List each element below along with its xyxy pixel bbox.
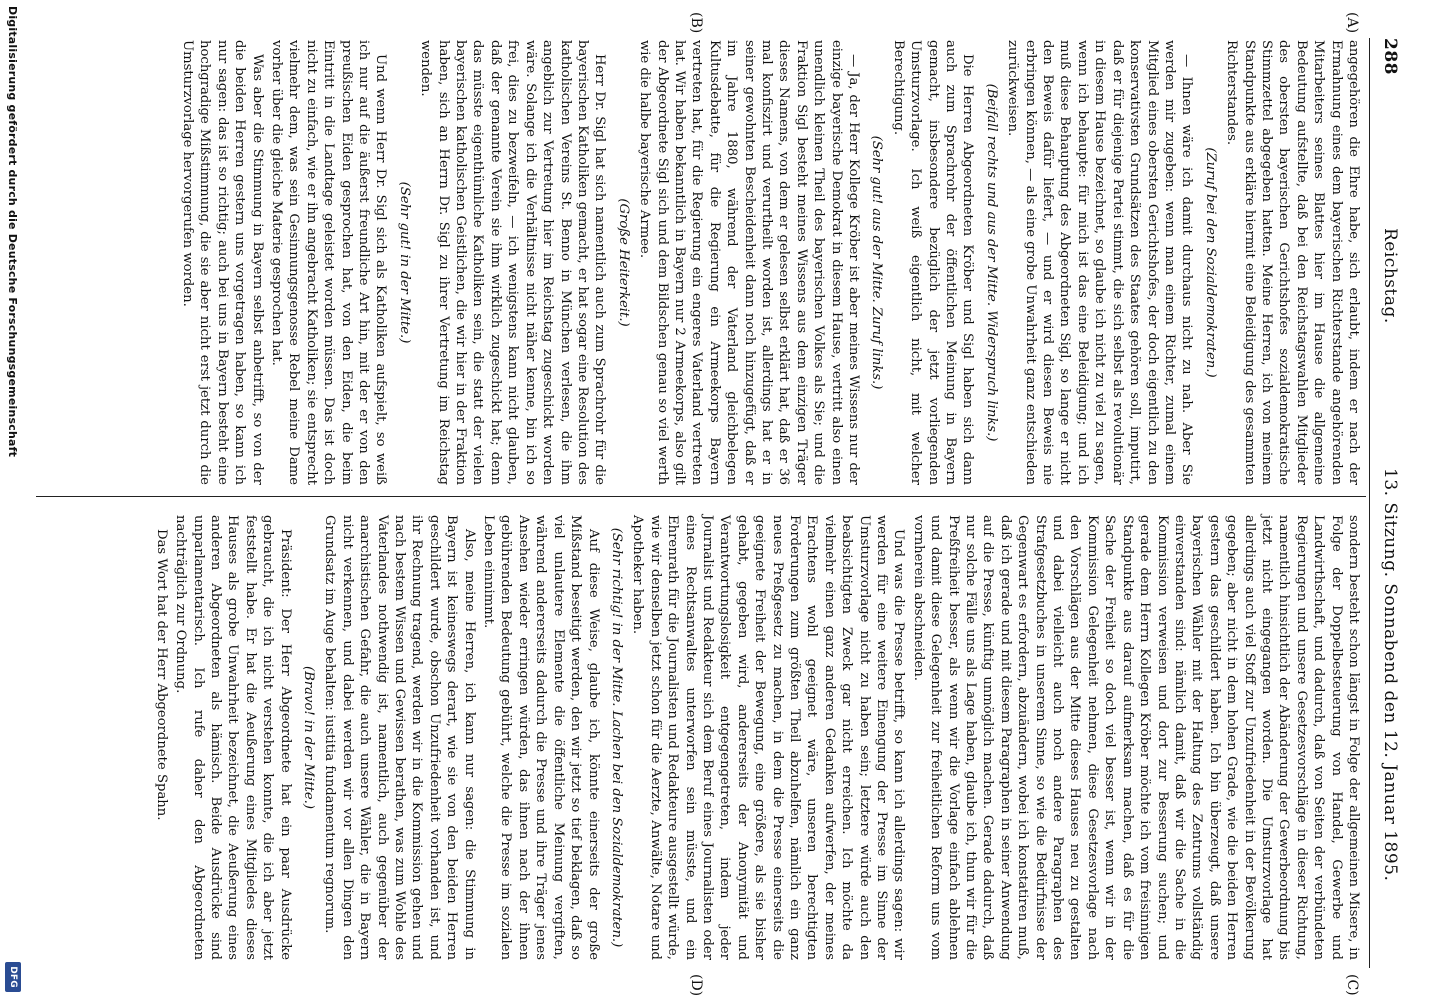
digitization-credit: Digitalisierung gefördert durch die Deutsche Forschungsgemeinschaft <box>6 6 19 458</box>
column-divider <box>36 496 1366 497</box>
paragraph: Also, meine Herren, ich kann nur sagen: die Stimmung in Bayern ist keineswegs derart, wie sie von den beiden Herren geschildert wurde, obschon Unzufriedenheit vorhanden ist, und ihr Rechnung tragend, werden wir in die Kommission gehen und nach bestem Wissen und Gewissen berathen, was zum Wohle des Vaterlandes nothwendig ist, namentlich, auch gegenüber der anarchistischen Gefahr, die auch unsere Wähler, die in Bayern nicht verkennen, und dabei werden wir vor allen Dingen den Grundsatz im Auge behalten: iustitia fundamentum regnorum. <box>322 515 477 960</box>
stage-direction: (Große Heiterkeit.) <box>615 198 631 327</box>
margin-marker-c: (C) <box>1344 974 1360 996</box>
page-number: 288 <box>1380 38 1400 75</box>
paragraph: angegehören die Ehre habe, sich erlaubt, indem er nach der Ermahnung eines dem bayerischen Richterstande angehörenden Mitarbeiters seines Blattes hier im Hause die allgemeine Bedeutung aufstellte, daß bei den Reichstagswahlen Mitglieder des obersten bayerischen Gerichtshofes sozialdemokratische Stimmzettel abgegeben hatten. Meine Herren, ich von meinem Standpunkte aus erkläre hiermit eine Beleidigung des gesammten Richterstandes. <box>1224 40 1361 485</box>
digitization-footer <box>0 0 22 1000</box>
paragraph: sondern besteht schon längst in Folge der allgemeinen Misere, in Folge der Doppelbesteuerung von Handel, Gewerbe und Landwirthschaft, und dadurch, daß von Seiten der verbündeten Regierungen und unsere Gesetzesvorschläge in dieser Richtung, namentlich hinsichtlich der Abänderung der Gewerbeordnung bis jetzt nicht eingegangen worden. Die Umsturzvorlage hat allerdings auch viel Stoff zur Unzufriedenheit in der Bevölkerung gegeben; aber nicht in dem hohen Grade, wie die beiden Herren gestern das geschildert haben. Ich bin überzeugt, daß unsere bayerischen Wähler mit der Haltung des Zentrums vollständig einverstanden sind: nämlich damit, daß wir die Sache in die Kommission verweisen und dort zur Besserung suchen; und gerade dem Herrn Kollegen Kröber möchte ich vom freisinnigen Standpunkte aus darauf aufmerksam machen, daß es für die Sache der Freiheit so doch viel besser ist, wenn wir in der Kommission Gelegenheit nehmen, diese Gesetzesvorlage nach den Vorschlägen aus der Mitte dieses Hauses neu zu gestalten und dabei vielleicht auch noch andere Paragraphen des Strafgesetzbuches in unserem Sinne, so wie die Bedürfnisse der Gegenwart es erfordern, abzuändern, wobei ich konstatiren muß, daß ich gerade und mit diesem Paragraphen in seiner Anwendung auf die Presse, künftig unmöglich machen. Gerade dadurch, daß nur solche Fälle uns als Lage haben, glaube ich, thun wir für die Preßfreiheit besser, als wenn wir die Vorlage einfach ablehnen und damit diese Gelegenheit zur freiheitlichen Reform uns vom vornherein abschneiden. <box>910 515 1361 960</box>
paragraph: Und was die Presse betrifft, so kann ich allerdings sagen: wir werden für eine weitere Einengung der Presse im Sinne der Umsturzvorlage nicht zu haben sein; letztere würde auch den beabsichtigten Zweck gar nicht erreichen. Ich möchte da vielmehr einen ganz anderen Gedanken aufwerfen, der meines Erachtens wohl geeignet wäre, unseren berechtigten Forderungen zum größten Theil abzuhelfen, nämlich ein ganz neues Preßgesetz zu machen, in dem die Presse einerseits die geeignete Freiheit der Bewegung, eine größere, als sie bisher gehabt, gegeben wird, andererseits der Anonymität und Verantwortungslosigkeit entgegengetreten, indem jeder Journalist und Redakteur sich dem Beruf eines Journalisten oder eines Rechtsanwaltes unterworfen sein müsste, und ein Ehrenrath für die Journalisten und Redakteure ausgestellt würde, wie wir denselben jetzt schon für die Aerzte, Anwälte, Notare und Apotheker haben. <box>630 515 907 960</box>
paragraph: Und wenn Herr Dr. Sigl sich als Katholiken aufspielt, so weiß ich nur auf die äußerst freundliche Art hin, mit der er von den preußischen Eiden gesprochen hat, von den Eiden, die beim Eintritt in die Landtage geleistet worden müssen. Das ist doch nicht zu einfach, wie er ihn angebracht Katholiken; sie entsprecht vielmehr dem, was sein Gesinnungsgenosse Rebel meine Dame vorher über die gleiche Materie gesprochen hat. <box>269 40 389 485</box>
paragraph: Die Herren Abgeordneten Kröber und Sigl haben sich dann auch zum Sprachrohr der öffentlichen Meinung in Bayern gemacht, insbesondere bezüglich der jetzt vorliegenden Umsturzvorlage. Ich weiß eigentlich nicht, mit welcher Berechtigung. <box>890 40 976 485</box>
header-rule <box>1369 38 1370 968</box>
header-title: Reichstag. <box>1380 228 1400 324</box>
stage-direction: (Sehr gut! in der Mitte.) <box>396 181 412 344</box>
paragraph: Auf diese Weise, glaube ich, könnte einerseits der große Mißstand beseitigt werden, den wir jetzt so tief beklagen, daß so viel unlautere Elemente die öffentliche Meinung vergiften, während andererseits dadurch die Presse und ihre Träger jenes Ansehen wieder erringen würden, das ihnen nach der ihnen gebührenden Bedeutung gebührt, welche die Presse im sozialen Leben einnimmt. <box>481 515 601 960</box>
dfg-logo: DFG <box>5 962 21 992</box>
stage-direction: (Bravo! in der Mitte.) <box>301 666 317 809</box>
stage-direction: (Sehr gut! aus der Mitte. Zuruf links.) <box>869 135 885 390</box>
paragraph: Was aber die Stimmung in Bayern selbst anbetrifft, so von der die beiden Herren gestern uns vorgetragen haben, so kann ich nur sagen: das ist so richtig; auch bei uns in Bayern besteht eine hochgradige Mißstimmung, die sie aber nicht erst jetzt durch die Umsturzvorlage hervorgerufen worden. <box>180 40 265 485</box>
paragraph: — Ja, der Herr Kollege Kröber ist aber meines Wissens nur der einzige bayerische Demokrat in diesem Hause, vertritt also einen unendlich kleinen Theil des bayerischen Volkes als Sie; und die Fraktion Sigl besteht meines Wissens aus dem einzigen Träger dieses Namens, von dem er gelesen selbst erklärt hat, daß er 36 mal konfiszirt und verurtheilt worden ist, allerdings hat er in seiner gewohnten Bescheidenheit dann noch hinzugefügt, daß er im Jahre 1880, während der Vaterland gleichbelegen Kultusdebatte, für die Regierung ein Armeekorps Bayern vertreten hat, für die Regierung ein engeres Vaterland vertreten hat. Wir haben bekanntlich in Bayern nur 2 Armeekorps, also gilt der Abgeordnete Sigl sich und dem Bildschen genau so viel werth wie die halbe bayerische Armee. <box>637 40 862 485</box>
margin-marker-d: (D) <box>688 974 704 997</box>
right-column <box>150 515 1362 960</box>
page-header <box>1374 38 1400 968</box>
stage-direction: (Beifall rechts und aus der Mitte. Widerspruch links.) <box>983 83 999 442</box>
stage-direction: (Zuruf bei den Sozialdemokraten.) <box>1202 147 1218 378</box>
margin-marker-b: (B) <box>688 12 704 34</box>
margin-marker-a: (A) <box>1344 12 1360 34</box>
stage-direction: (Sehr richtig! in der Mitte. Lachen bei den Sozialdemokraten.) <box>608 527 624 948</box>
paragraph: — Ihnen wäre ich damit durchaus nicht zu nah. Aber Sie werden mir zugeben: wenn man einem Richter, zumal einem Mitglied eines obersten Gerichtshofes, der doch eigentlich zu den konservativsten Grundsätzen des Staates gehören soll, imputirt, daß er für diejenige Partei stimmt, die sich selbst als revolutionär in diesem Hause bezeichnet, so glaube ich nicht zu viel zu sagen, wenn ich behaupte: für mich ist das eine Beleidigung; und ich muß diese Behauptung des Abgeordneten Sigl, so lange er nicht den Beweis dafür liefert, — und er wird diesen Beweis nie erbringen können, — als eine grobe Unwahrheit ganz entschieden zurückweisen. <box>1005 40 1195 485</box>
paragraph: Herr Dr. Sigl hat sich namentlich auch zum Sprachrohr für die bayerischen Katholiken gemacht, er hat sogar eine Resolution des katholischen Vereins St. Benno in München verlesen, die ihm angeblich zur Vertretung hier im Reichstag zugeschickt worden wäre. Solange ich die Verhältnisse nicht näher kenne, bin ich so frei, dies zu bezweifeln, — ich wenigstens kann nicht glauben, daß der genannte Verein sie ihm wirklich zugeschickt hat; denn das müsste eigenthümliche Katholiken sein, die statt der vielen bayerischen katholischen Geistlichen, die wir hier in der Fraktion haben, sich an Herrn Dr. Sigl zu ihrer Vertretung im Reichstag wenden. <box>418 40 608 485</box>
paragraph: Das Wort hat der Herr Abgeordnete Spahn. <box>153 529 169 821</box>
session-info: 13. Sitzung. Sonnabend den 12. Januar 1895. <box>1380 468 1400 882</box>
left-column <box>177 40 1362 485</box>
president-remark: Präsident: Der Herr Abgeordnete hat ein paar Ausdrücke gebraucht, die ich nicht verstehen konnte, die ich aber jetzt feststellt habe. Er hat die Aeußerung eines Mitgliedes dieses Hauses als grobe Unwahrheit bezeichnet, die Aeußerung eines anderen Abgeordneten als hämisch. Beide Ausdrücke sind unparlamentarisch. Ich rufe daher den Abgeordneten nachträglich zur Ordnung. <box>173 515 293 960</box>
